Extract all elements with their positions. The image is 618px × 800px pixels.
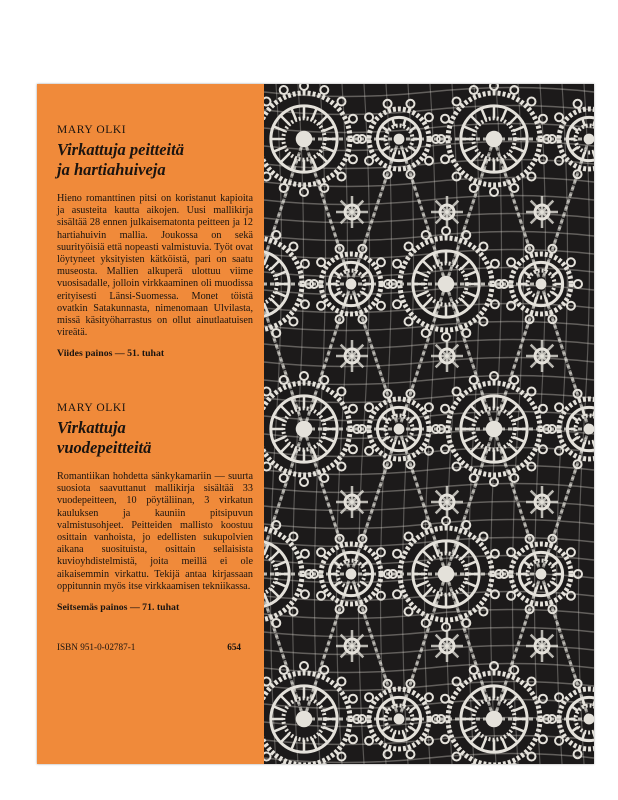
lace-photo [264,84,594,764]
book1-title [57,140,253,180]
footer-row [57,642,253,652]
book2-section [57,402,253,613]
book2-description: Romantiikan hohdetta sänkykamariin — suurta suosiota saavuttanut mallikirja sisältää 33 vuodepeitteen, 10 pöytäliinan, 3 virkatun kauluksen ja kauniin pitsipuvun valmistusohjeet. Peitteiden mallisto koostuu osittain vanhoista, jo edellisten sukupolvien aikana suosituista, osittain sellaisista kuvioyhdistelmistä, joita meillä ei ole aikaisemmin virkattu. Tekijä antaa kirjassaan oppitunnin myös itse virkkaamisen tekniikassa. [57,471,253,592]
book2-author: MARY OLKI [57,402,127,414]
book2-edition: Seitsemäs painos — 71. tuhat [57,602,180,614]
book1-description: Hieno romanttinen pitsi on koristanut kapioita ja asusteita kautta aikojen. Uusi mallikirja sisältää 28 ennen julkaisematonta peitteen ja 12 hartiahuivin mallia. Joukossa on sekä suurityöisiä että nopeasti valmistuvia. Työt ovat löytyneet yksityisten kätköistä, pari on saatu museosta. Mallien alkuperä ulottuu viime vuosisadalle, jolloin virkkaaminen oli muodissa erityisesti Länsi-Suomessa. Monet töistä ovatkin Satakunnasta, nimenomaan Ulvilasta, missä käsityöharrastus on ollut ainutlaatuisen vireätä. [57,193,253,339]
book-back-cover [37,84,594,764]
book2-title-line2: vuodepeitteitä [57,438,152,457]
isbn-number: ISBN 951-0-02787-1 [57,642,136,652]
crochet-lace-image [264,84,594,764]
book1-title-line1: Virkattuja peitteitä [57,140,184,159]
book1-title-line2: ja hartiahuiveja [57,160,166,179]
book1-author: MARY OLKI [57,124,127,136]
book2-title-line1: Virkattuja [57,418,126,437]
book1-edition: Viides painos — 51. tuhat [57,348,165,360]
text-panel [37,84,264,764]
book1-section [57,124,253,359]
catalog-code: 654 [227,642,241,652]
book2-title [57,418,253,458]
